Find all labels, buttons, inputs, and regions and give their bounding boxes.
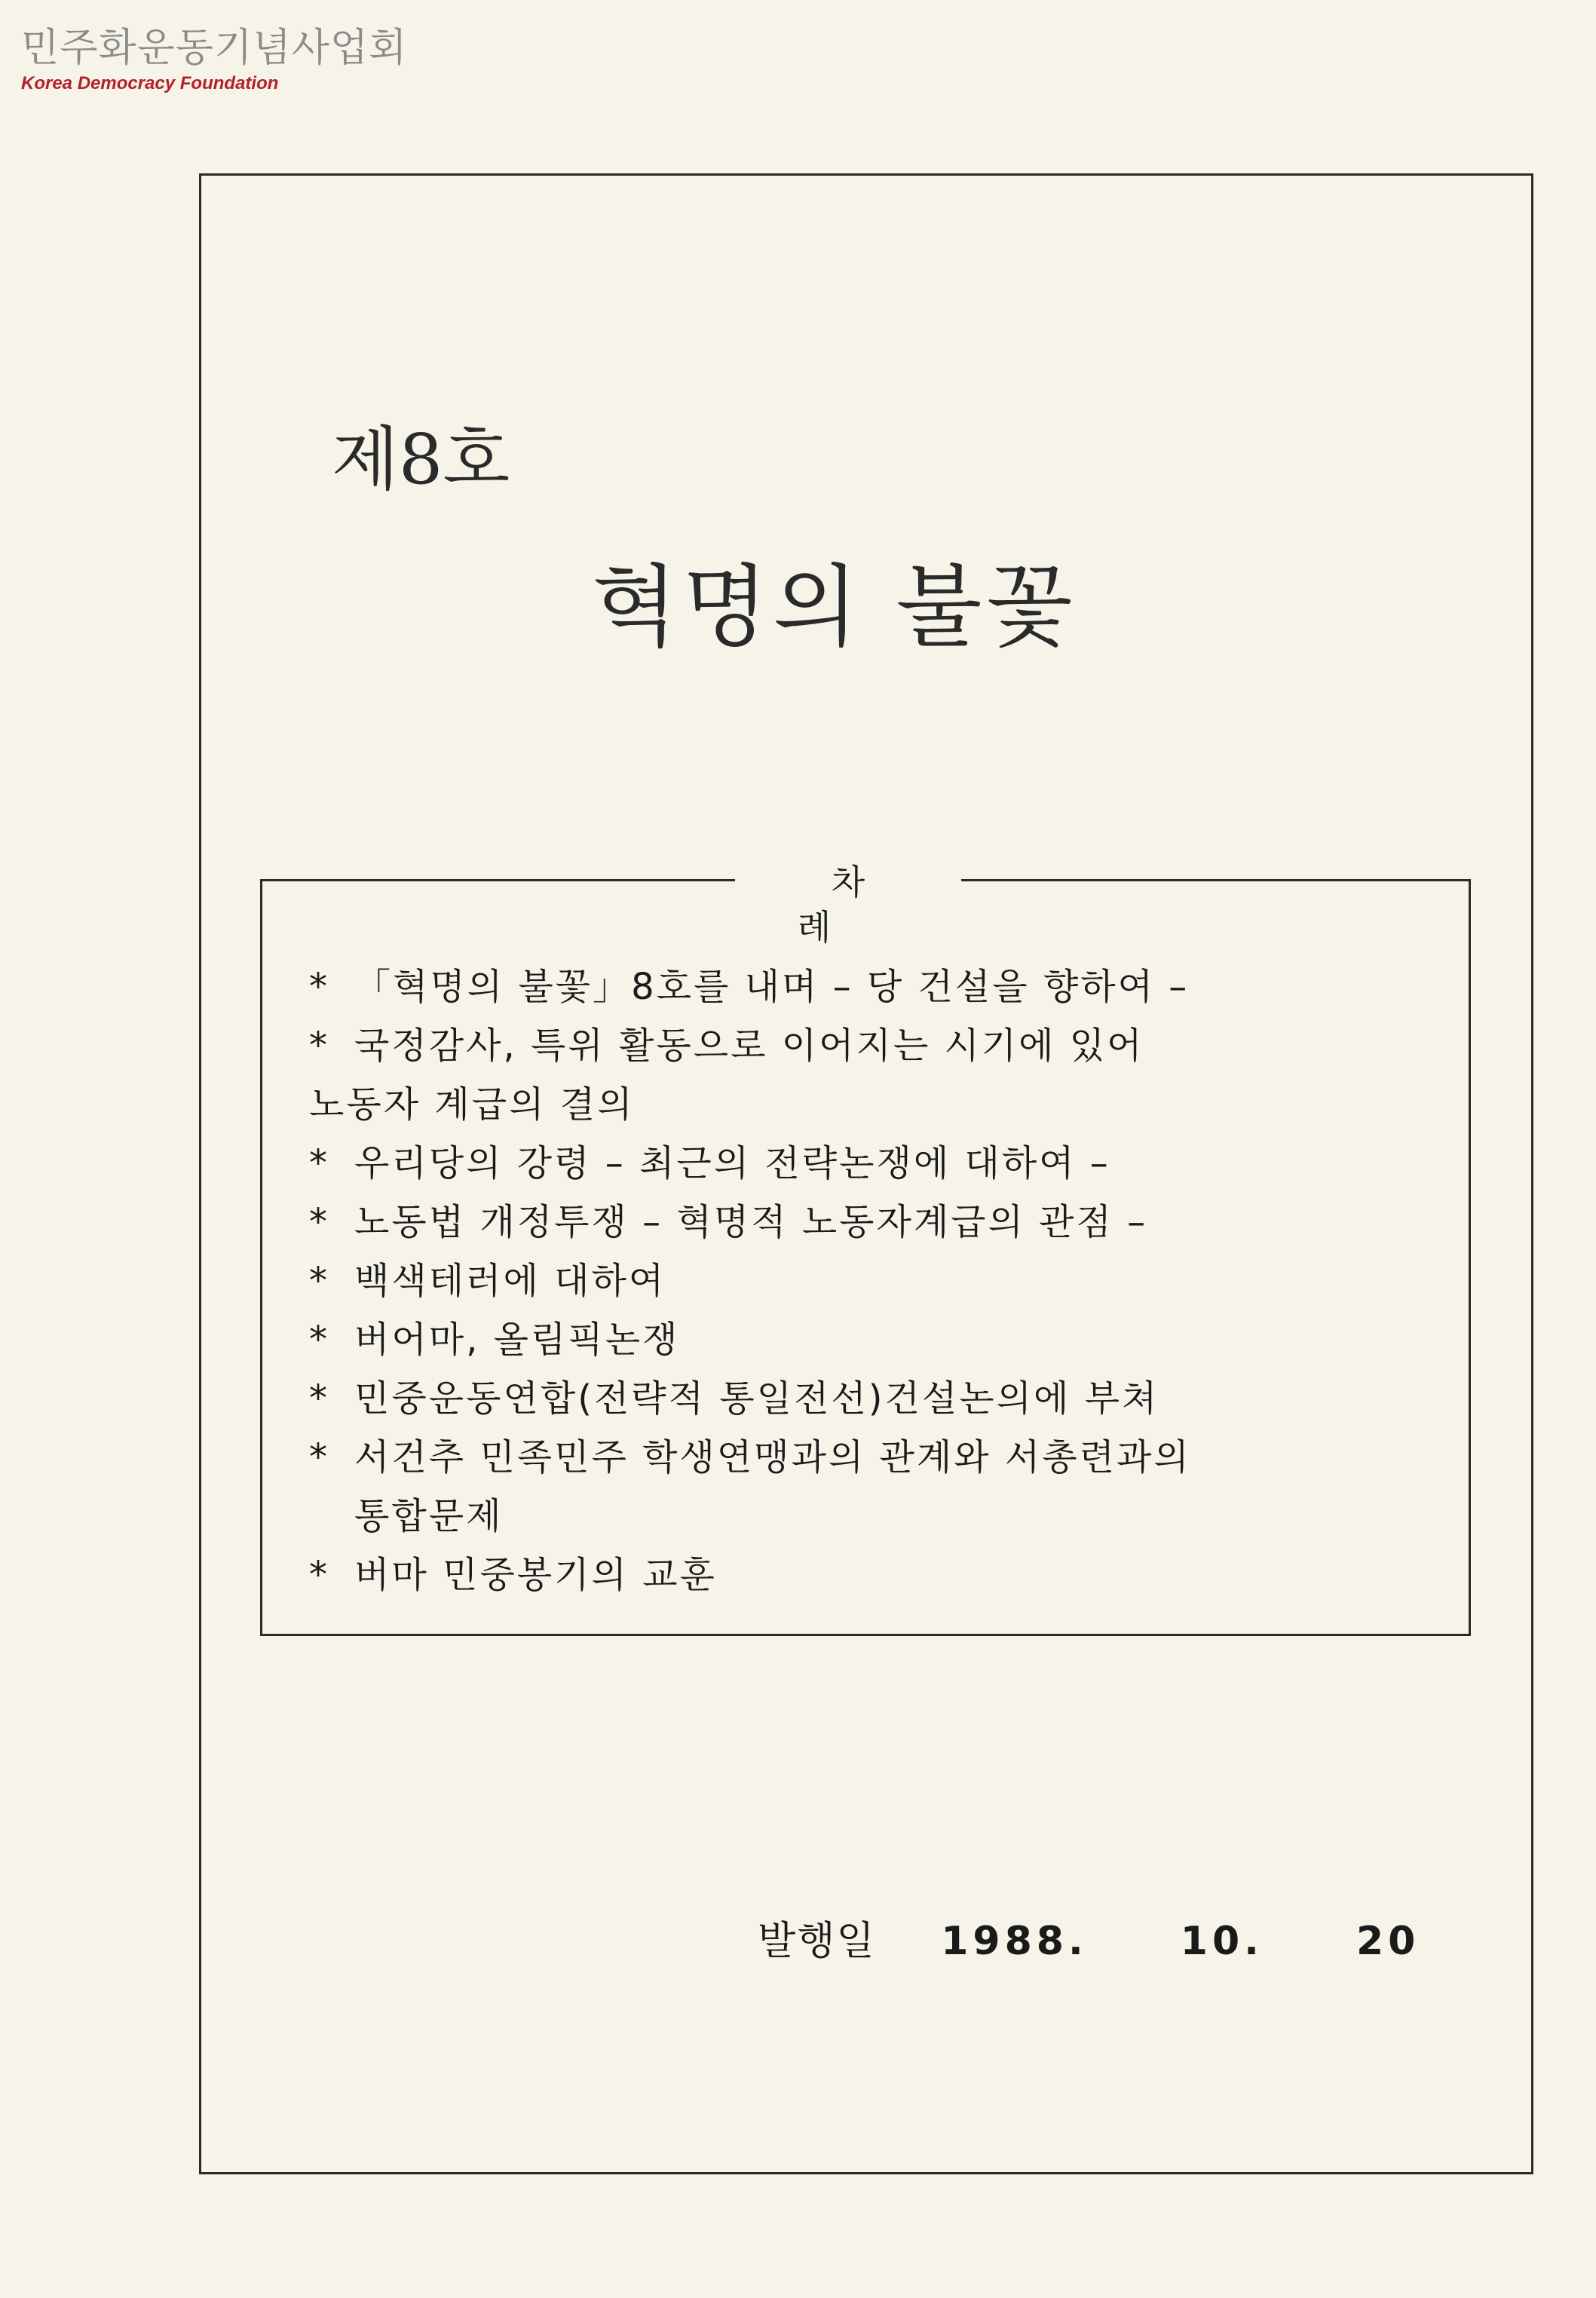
- publication-month: 10.: [1180, 1919, 1264, 1964]
- toc-heading: 차 례: [735, 859, 961, 905]
- toc-item-continuation: [309, 1075, 1440, 1134]
- toc-bullet: *: [309, 1201, 329, 1243]
- toc-item-text: 버어마, 올림픽논쟁: [354, 1319, 680, 1361]
- toc-list: [309, 958, 1440, 1604]
- publication-day: 20: [1356, 1919, 1420, 1964]
- toc-item-text: 버마 민중봉기의 교훈: [354, 1554, 717, 1596]
- toc-item-text: 「혁명의 불꽃」8호를 내며 – 당 건설을 향하여 –: [354, 966, 1190, 1008]
- toc-bullet: *: [309, 1142, 329, 1184]
- toc-item-text: 통합문제: [354, 1495, 504, 1537]
- foundation-watermark: [21, 26, 407, 95]
- toc-bullet: *: [309, 1554, 329, 1596]
- watermark-english: Korea Democracy Foundation: [21, 73, 279, 93]
- issue-number: 제8호: [332, 419, 510, 500]
- document-title: 혁명의 불꽃: [592, 555, 1077, 659]
- publication-year: 1988.: [941, 1919, 1088, 1964]
- toc-item: [309, 1546, 1440, 1604]
- toc-item-text: 국정감사, 특위 활동으로 이어지는 시기에 있어: [354, 1025, 1144, 1067]
- toc-item-text: 노동법 개정투쟁 – 혁명적 노동자계급의 관점 –: [354, 1201, 1148, 1243]
- toc-item: [309, 1428, 1440, 1487]
- toc-bullet: *: [309, 1436, 329, 1478]
- toc-bullet: *: [309, 1319, 329, 1361]
- toc-item-text: 백색테러에 대하여: [354, 1260, 666, 1302]
- publication-date-label: 발행일: [758, 1919, 876, 1964]
- publication-date: [758, 1915, 1420, 1968]
- toc-item: [309, 1134, 1440, 1193]
- toc-bullet: [309, 1487, 354, 1546]
- toc-item: [309, 1193, 1440, 1252]
- toc-item-text: 우리당의 강령 – 최근의 전략논쟁에 대하여 –: [354, 1142, 1110, 1184]
- toc-item: [309, 958, 1440, 1016]
- toc-item-text: 민중운동연합(전략적 통일전선)건설논의에 부쳐: [354, 1377, 1159, 1420]
- toc-item: [309, 1310, 1440, 1369]
- toc-item: [309, 1016, 1440, 1075]
- toc-item: [309, 1369, 1440, 1428]
- toc-bullet: *: [309, 966, 329, 1008]
- toc-bullet: *: [309, 1377, 329, 1420]
- toc-item-text: 노동자 계급의 결의: [309, 1083, 635, 1126]
- watermark-korean: 민주화운동기념사업회: [21, 26, 408, 71]
- toc-item-continuation: [309, 1487, 1440, 1546]
- toc-bullet: *: [309, 1260, 329, 1302]
- toc-item-text: 서건추 민족민주 학생연맹과의 관계와 서총련과의: [354, 1436, 1191, 1478]
- toc-bullet: *: [309, 1025, 329, 1067]
- toc-item: [309, 1252, 1440, 1310]
